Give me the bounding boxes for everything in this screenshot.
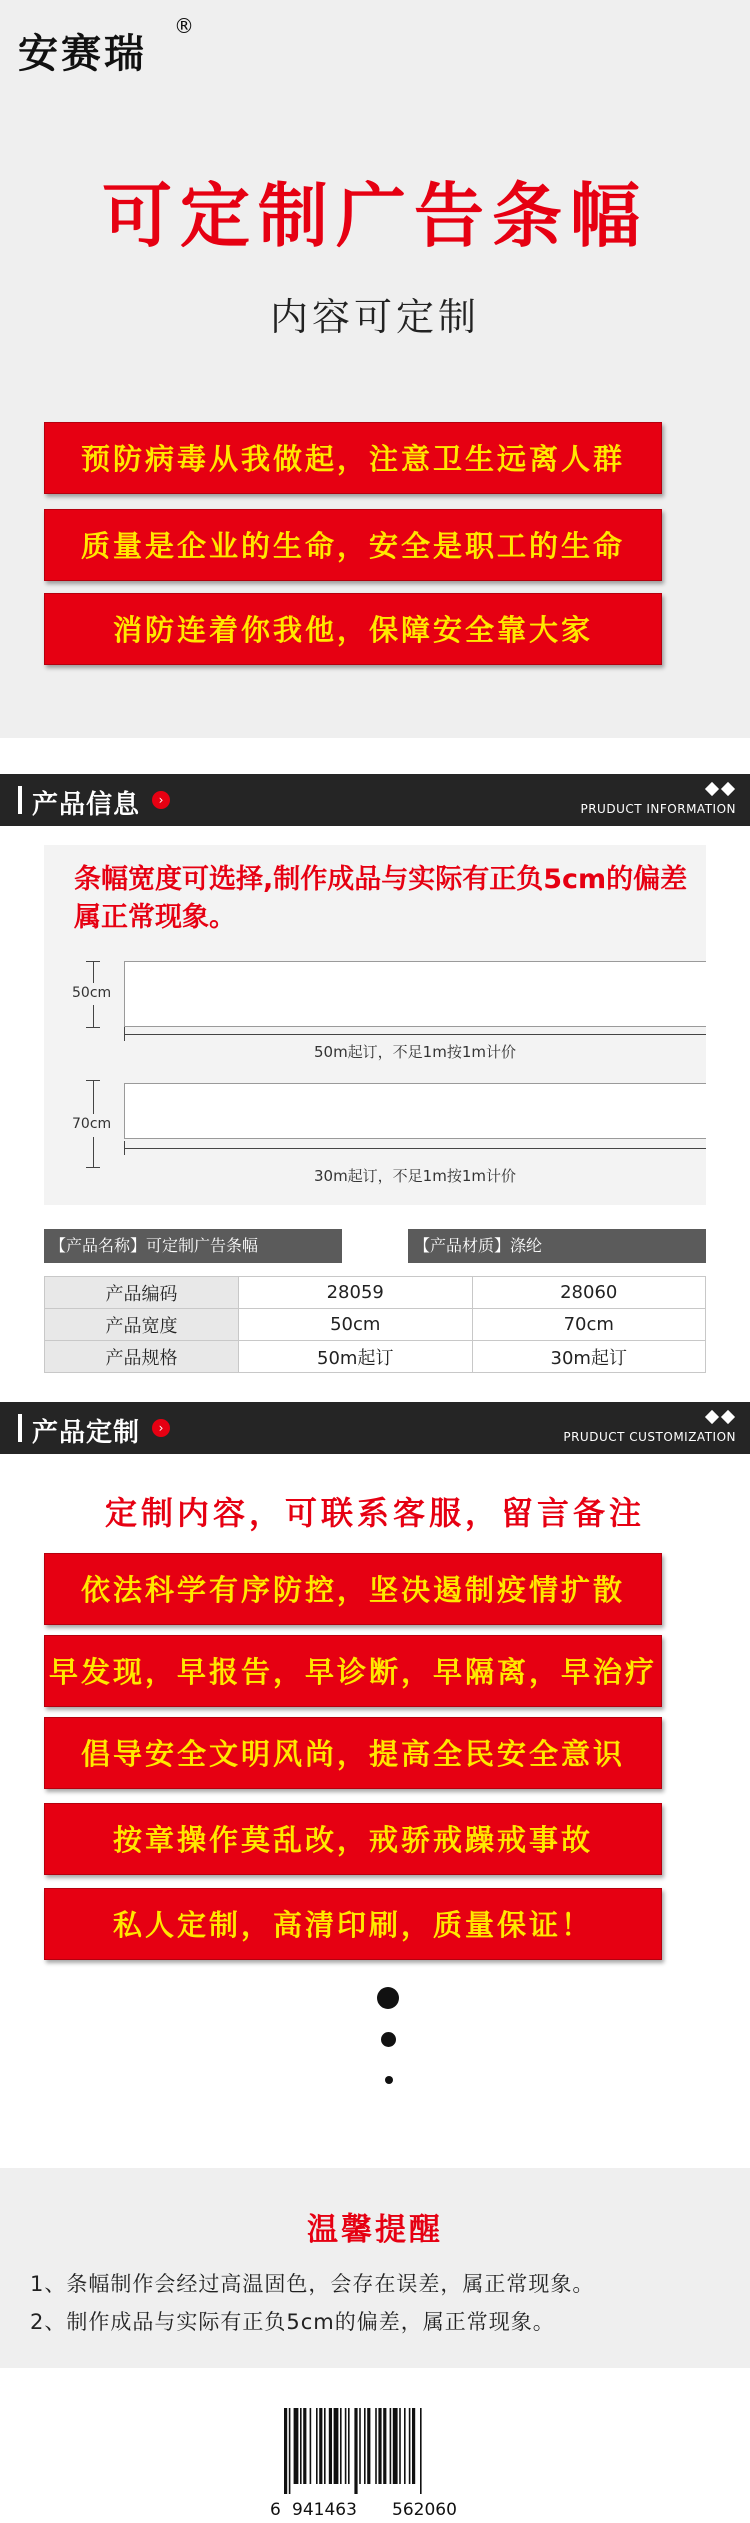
barcode-bar [310, 2408, 312, 2484]
table-row [45, 1277, 706, 1309]
reminder-section [0, 2168, 750, 2368]
barcode-bar [375, 2408, 377, 2484]
table-cell-label: 产品编码 [45, 1277, 239, 1309]
brand-logo: 安赛瑞 [18, 31, 147, 77]
barcode-bar [303, 2408, 306, 2484]
table-cell: 50cm [239, 1309, 473, 1341]
spec-table [44, 1276, 706, 1373]
section-title-en: PRUDUCT CUSTOMIZATION [563, 1430, 736, 1444]
barcode-bar [383, 2408, 386, 2484]
diamond-icons [704, 1410, 736, 1424]
barcode-bar [420, 2408, 422, 2494]
barcode-bar [367, 2408, 370, 2484]
barcode-bar [345, 2408, 347, 2484]
size-label-50: 50cm [72, 985, 112, 1001]
product-material-field: 【产品材质】涤纶 [408, 1229, 706, 1263]
table-cell-label: 产品规格 [45, 1341, 239, 1373]
section-title: 产品信息 [32, 790, 141, 820]
hero-banner-1: 预防病毒从我做起，注意卫生远离人群 [44, 422, 662, 494]
product-name-field: 【产品名称】可定制广告条幅 [44, 1229, 342, 1263]
barcode-bar [393, 2408, 398, 2484]
table-row [45, 1309, 706, 1341]
barcode-digit-first: 6 [270, 2500, 281, 2520]
hero-subtitle: 内容可定制 [269, 295, 480, 339]
barcode-bar [319, 2408, 322, 2484]
barcode-bar [334, 2408, 339, 2484]
barcode-bar [324, 2408, 326, 2484]
customization-header [0, 1402, 750, 1454]
custom-banner-3: 倡导安全文明风尚，提高全民安全意识 [44, 1717, 662, 1789]
barcode-bar [329, 2408, 332, 2484]
reminder-title: 温馨提醒 [307, 2212, 443, 2248]
section-marker [18, 786, 22, 814]
hero-banner-3: 消防连着你我他，保障安全靠大家 [44, 593, 662, 665]
hero-section [0, 0, 750, 738]
table-row [45, 1341, 706, 1373]
table-cell: 28060 [472, 1277, 706, 1309]
size-label-70: 70cm [72, 1116, 112, 1132]
barcode [270, 2404, 480, 2520]
custom-banner-2: 早发现，早报告，早诊断，早隔离，早治疗 [44, 1635, 662, 1707]
size-diagram-box [44, 845, 706, 1205]
barcode-bar [348, 2408, 350, 2484]
barcode-bar [340, 2408, 342, 2484]
product-info-header [0, 774, 750, 826]
registered-mark: ® [174, 14, 194, 38]
ellipsis-dot-large [377, 1987, 399, 2009]
section-marker [18, 1414, 22, 1442]
hero-title: 可定制广告条幅 [102, 175, 648, 257]
barcode-bar [289, 2408, 291, 2494]
ellipsis-dot-medium [381, 2032, 396, 2047]
barcode-bar [412, 2408, 415, 2484]
banner-strip-50 [124, 961, 706, 1027]
order-text-50: 50m起订，不足1m按1m计价 [313, 1043, 516, 1061]
hero-banner-2: 质量是企业的生命，安全是职工的生命 [44, 509, 662, 581]
barcode-bar [294, 2408, 299, 2484]
table-cell: 30m起订 [472, 1341, 706, 1373]
barcode-bars [270, 2404, 480, 2494]
size-note: 条幅宽度可选择,制作成品与实际有正负5cm的偏差属正常现象。 [74, 864, 688, 933]
section-title: 产品定制 [32, 1418, 141, 1448]
barcode-bar [316, 2408, 318, 2484]
barcode-group-1: 941463 [292, 2500, 357, 2520]
barcode-bar [354, 2408, 357, 2494]
barcode-bar [378, 2408, 381, 2484]
barcode-bar [364, 2408, 366, 2484]
ellipsis-dot-small [385, 2076, 393, 2084]
barcode-bar [284, 2408, 287, 2494]
chevron-right-icon: › [152, 1419, 170, 1437]
reminder-line-2: 2、制作成品与实际有正负5cm的偏差，属正常现象。 [30, 2310, 555, 2334]
barcode-bar [399, 2408, 401, 2484]
custom-banner-1: 依法科学有序防控，坚决遏制疫情扩散 [44, 1553, 662, 1625]
table-cell-label: 产品宽度 [45, 1309, 239, 1341]
custom-banner-5: 私人定制，高清印刷，质量保证！ [44, 1888, 662, 1960]
barcode-bar [409, 2408, 411, 2484]
table-cell: 50m起订 [239, 1341, 473, 1373]
section-title-en: PRUDUCT INFORMATION [580, 802, 736, 816]
barcode-bar [300, 2408, 302, 2484]
custom-banner-4: 按章操作莫乱改，戒骄戒躁戒事故 [44, 1803, 662, 1875]
barcode-bar [390, 2408, 392, 2484]
diamond-icons [704, 782, 736, 796]
chevron-right-icon: › [152, 791, 170, 809]
barcode-group-2: 562060 [392, 2500, 457, 2520]
barcode-bar [404, 2408, 406, 2484]
customization-headline: 定制内容，可联系客服，留言备注 [104, 1494, 645, 1532]
reminder-line-1: 1、条幅制作会经过高温固色，会存在误差，属正常现象。 [30, 2272, 595, 2296]
barcode-bar [359, 2408, 361, 2484]
banner-strip-70 [124, 1083, 706, 1139]
table-cell: 70cm [472, 1309, 706, 1341]
table-cell: 28059 [239, 1277, 473, 1309]
order-text-70: 30m起订，不足1m按1m计价 [313, 1167, 516, 1185]
